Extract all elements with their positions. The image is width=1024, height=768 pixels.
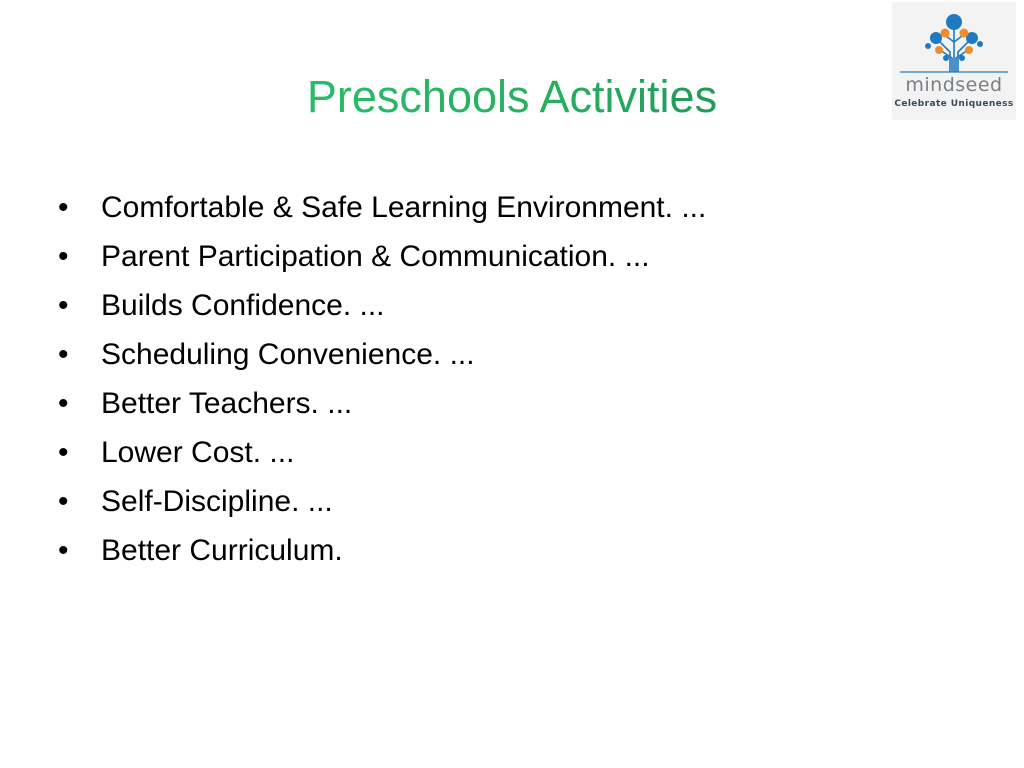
bullet-icon: • [58,485,69,518]
bullet-icon: • [58,191,69,224]
list-item [58,281,706,330]
bullet-icon: • [58,534,69,567]
list-item-text: Lower Cost. ... [101,436,295,469]
list-item-text: Builds Confidence. ... [101,289,385,322]
list-item-text: Parent Participation & Communication. ... [101,240,650,273]
bullet-list [58,183,706,575]
list-item [58,232,706,281]
bullet-icon: • [58,240,69,273]
list-item-text: Better Teachers. ... [101,387,353,420]
list-item [58,428,706,477]
list-item [58,379,706,428]
bullet-icon: • [58,338,69,371]
slide-title: Preschools Activities [0,66,1024,128]
mindseed-logo [892,2,1016,120]
list-item [58,183,706,232]
logo-tagline: Celebrate Uniqueness [894,99,1014,109]
list-item-text: Self-Discipline. ... [101,485,333,518]
list-item-text: Scheduling Convenience. ... [101,338,475,371]
logo-wordmark: mindseed [905,74,1003,96]
list-item-text: Comfortable & Safe Learning Environment. ... [101,191,707,224]
list-item-text: Better Curriculum. [101,534,343,567]
list-item [58,526,706,575]
list-item [58,477,706,526]
bullet-icon: • [58,436,69,469]
tree-logo-icon [892,2,1016,82]
bullet-icon: • [58,289,69,322]
bullet-icon: • [58,387,69,420]
list-item [58,330,706,379]
